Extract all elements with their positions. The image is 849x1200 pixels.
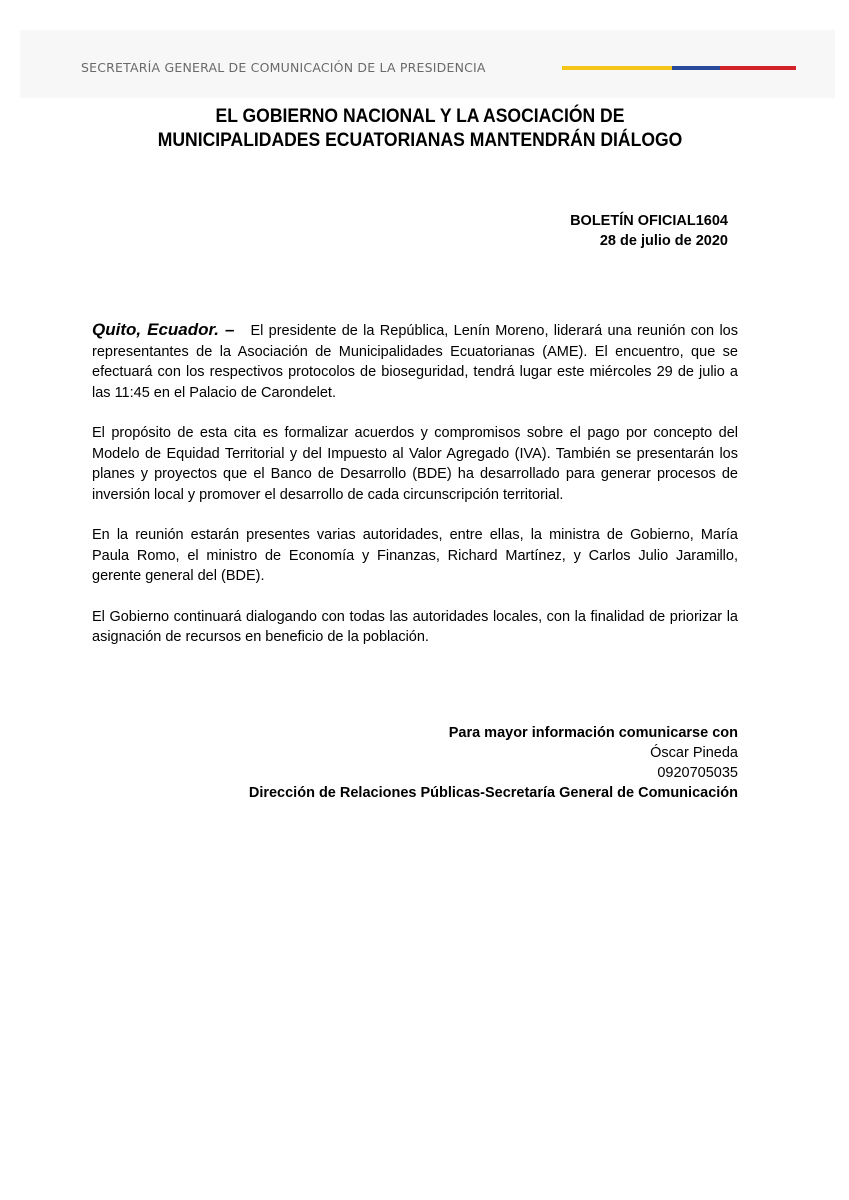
bulletin-number: BOLETÍN OFICIAL1604	[570, 213, 728, 229]
paragraph-1	[92, 320, 738, 403]
paragraph-4: El Gobierno continuará dialogando con todas las autoridades locales, con la finalidad de priorizar la asignación de recursos en beneficio de la población.	[92, 608, 738, 645]
agency-name: SECRETARÍA GENERAL DE COMUNICACIÓN DE LA PRESIDENCIA	[81, 60, 486, 75]
flag-red-stripe	[720, 66, 796, 70]
flag-blue-stripe	[672, 66, 720, 70]
document-body	[92, 320, 738, 668]
document-title	[132, 104, 708, 152]
paragraph-1-text: El presidente de la República, Lenín Moreno, liderará una reunión con los representantes de la Asociación de Municipalidades Ecuatorianas (AME). El encuentro, que se efectuará con los respectivos protocolos de bioseguridad, tendrá lugar este miércoles 29 de julio a las 11:45 en el Palacio de Carondelet.	[92, 323, 738, 401]
title-line-2: MUNICIPALIDADES ECUATORIANAS MANTENDRÁN DIÁLOGO	[157, 129, 683, 151]
paragraph-3: En la reunión estarán presentes varias autoridades, entre ellas, la ministra de Gobierno, María Paula Romo, el ministro de Economía y Finanzas, Richard Martínez, y Carlos Julio Jaramillo, gerente general del (BDE).	[92, 527, 738, 584]
title-line-1: EL GOBIERNO NACIONAL Y LA ASOCIACIÓN DE	[215, 105, 625, 127]
contact-heading: Para mayor información comunicarse con	[448, 725, 738, 741]
contact-department: Dirección de Relaciones Públicas-Secretaría General de Comunicación	[248, 785, 738, 801]
dateline: Quito, Ecuador. –	[92, 320, 235, 339]
bulletin-info	[570, 211, 728, 251]
bulletin-date: 28 de julio de 2020	[599, 233, 728, 249]
contact-name: Óscar Pineda	[650, 745, 738, 761]
contact-block	[249, 723, 738, 803]
contact-phone: 0920705035	[657, 765, 738, 781]
flag-yellow-stripe	[562, 66, 672, 70]
paragraph-2: El propósito de esta cita es formalizar acuerdos y compromisos sobre el pago por concepto del Modelo de Equidad Territorial y del Impuesto al Valor Agregado (IVA). También se presentarán los planes y proyectos que el Banco de Desarrollo (BDE) ha desarrollado para generar procesos de inversión local y promover el desarrollo de cada circunscripción territorial.	[92, 425, 738, 503]
flag-color-bar	[562, 66, 796, 70]
